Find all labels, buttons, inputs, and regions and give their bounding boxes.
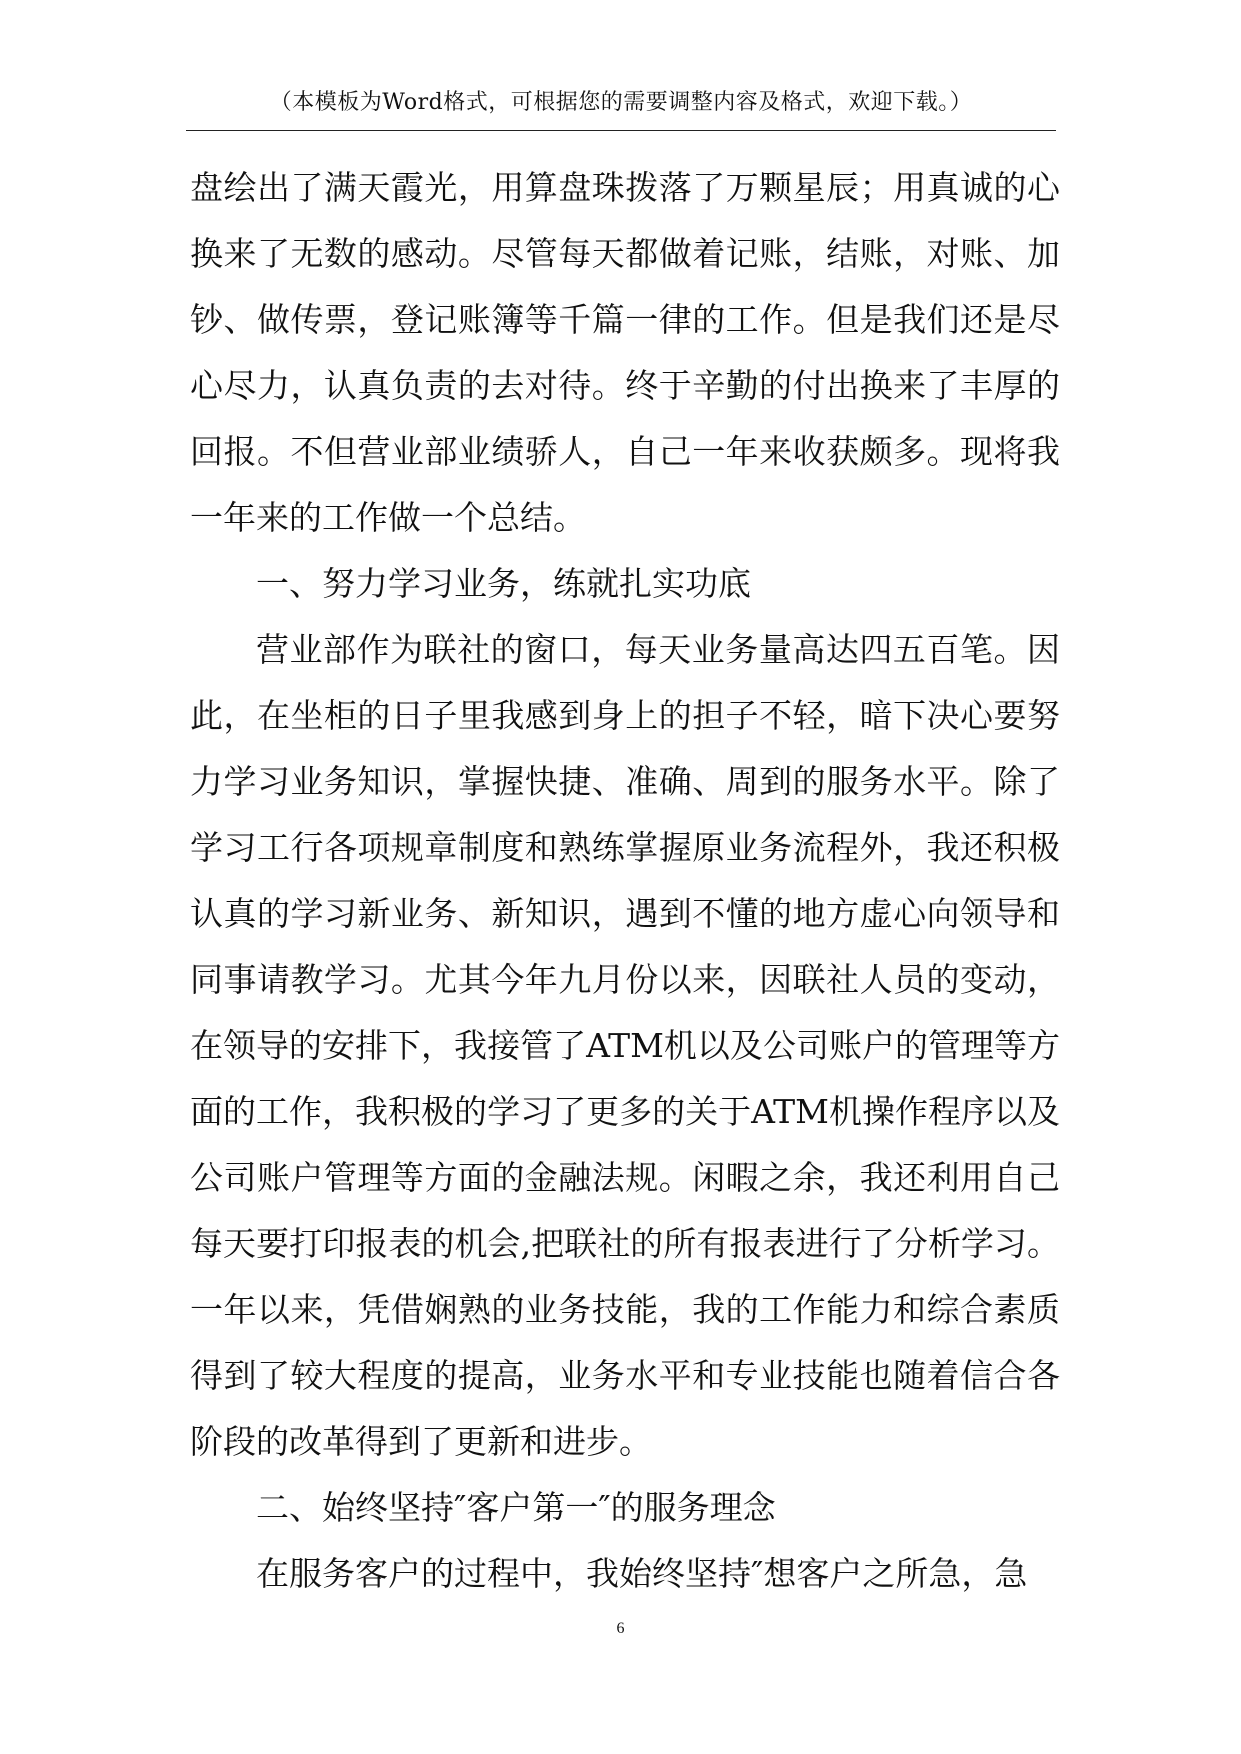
- document-body: [190, 155, 1060, 1607]
- paragraph-line: 一年以来，凭借娴熟的业务技能，我的工作能力和综合素质: [190, 1290, 1060, 1329]
- paragraph-line: 钞、做传票，登记账簿等千篇一律的工作。但是我们还是尽: [190, 300, 1060, 339]
- page-header-note: （本模板为Word格式，可根据您的需要调整内容及格式，欢迎下载。）: [269, 90, 973, 115]
- section-heading: 一、努力学习业务，练就扎实功底: [256, 564, 751, 603]
- paragraph-line: 同事请教学习。尤其今年九月份以来，因联社人员的变动，: [190, 960, 1060, 999]
- paragraph-line: 每天要打印报表的机会,把联社的所有报表进行了分析学习。: [190, 1224, 1060, 1263]
- paragraph-line: 公司账户管理等方面的金融法规。闲暇之余，我还利用自己: [190, 1158, 1060, 1197]
- paragraph-line: 认真的学习新业务、新知识，遇到不懂的地方虚心向领导和: [190, 894, 1060, 933]
- paragraph-line: 回报。不但营业部业绩骄人，自己一年来收获颇多。现将我: [190, 432, 1060, 471]
- paragraph-line: 营业部作为联社的窗口，每天业务量高达四五百笔。因: [256, 630, 1060, 669]
- paragraph-line: 在服务客户的过程中，我始终坚持″想客户之所急，急: [256, 1554, 1028, 1593]
- paragraph-line: 换来了无数的感动。尽管每天都做着记账，结账，对账、加: [190, 234, 1060, 273]
- paragraph-line: 一年来的工作做一个总结。: [190, 498, 586, 537]
- paragraph-line: 阶段的改革得到了更新和进步。: [190, 1422, 652, 1461]
- paragraph-line: 心尽力，认真负责的去对待。终于辛勤的付出换来了丰厚的: [190, 366, 1060, 405]
- paragraph-line: 得到了较大程度的提高，业务水平和专业技能也随着信合各: [190, 1356, 1060, 1395]
- header-divider: [186, 130, 1056, 131]
- paragraph-line: 盘绘出了满天霞光，用算盘珠拨落了万颗星辰；用真诚的心: [190, 168, 1060, 207]
- paragraph-line: 面的工作，我积极的学习了更多的关于ATM机操作程序以及: [190, 1092, 1060, 1131]
- paragraph-line: 此，在坐柜的日子里我感到身上的担子不轻，暗下决心要努: [190, 696, 1060, 735]
- section-heading: 二、始终坚持″客户第一″的服务理念: [256, 1488, 776, 1527]
- paragraph-line: 力学习业务知识，掌握快捷、准确、周到的服务水平。除了: [190, 762, 1060, 801]
- paragraph-line: 在领导的安排下，我接管了ATM机以及公司账户的管理等方: [190, 1026, 1060, 1065]
- paragraph-line: 学习工行各项规章制度和熟练掌握原业务流程外，我还积极: [190, 828, 1060, 867]
- page-number: 6: [616, 1620, 625, 1637]
